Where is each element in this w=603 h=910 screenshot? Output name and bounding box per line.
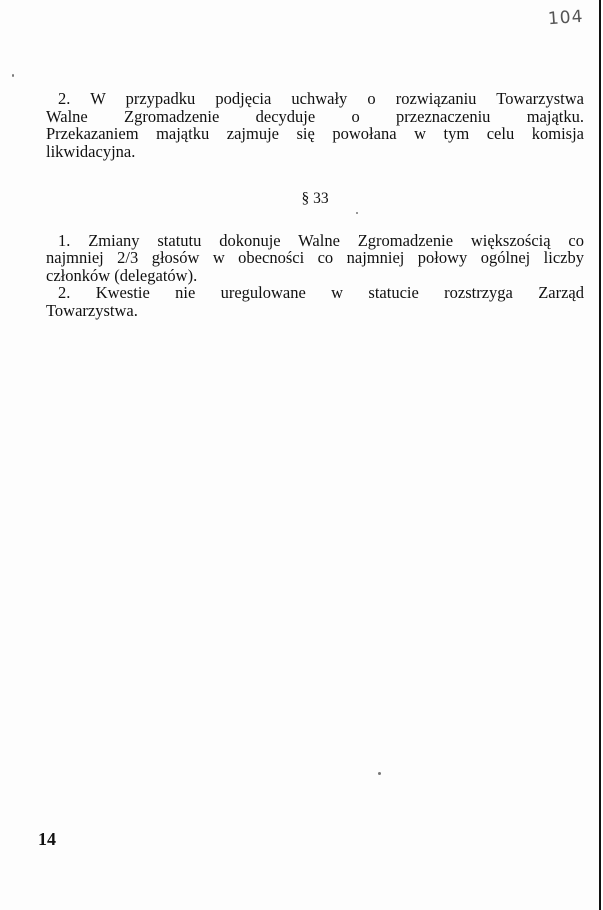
text-line: członków (delegatów). xyxy=(46,265,198,285)
text-line: 2. W przypadku podjęcia uchwały o rozwiązaniu Towarzystwa xyxy=(58,89,584,108)
text-line: Towarzystwa. xyxy=(46,300,138,320)
scan-speck xyxy=(378,772,381,775)
archive-number: 104 xyxy=(546,6,584,30)
paragraph-statute-changes xyxy=(46,232,584,285)
text-line: 2. Kwestie nie uregulowane w statucie rozstrzyga Zarząd xyxy=(58,283,584,302)
text-line: 1. Zmiany statutu dokonuje Walne Zgromadzenie większością co xyxy=(58,230,584,250)
page-number: 14 xyxy=(38,829,56,849)
document-body xyxy=(46,90,584,319)
text-line: Przekazaniem majątku zajmuje się powołana w tym celu komisja xyxy=(46,124,584,143)
text-line: Walne Zgromadzenie decyduje o przeznaczeniu majątku. xyxy=(46,106,584,126)
text-line: najmniej 2/3 głosów w obecności co najmniej połowy ogólnej liczby xyxy=(46,248,584,267)
paragraph-dissolution xyxy=(46,90,584,160)
scan-speck xyxy=(12,74,14,77)
section-heading: § 33 xyxy=(301,190,329,207)
text-line: likwidacyjna. xyxy=(46,141,136,161)
paragraph-unregulated-matters xyxy=(46,284,584,319)
